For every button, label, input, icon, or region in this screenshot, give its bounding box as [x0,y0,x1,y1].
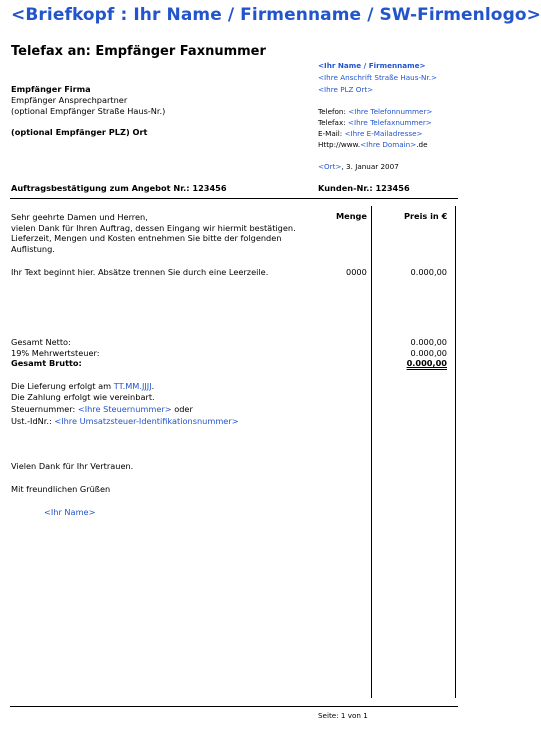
delivery-suffix: . [151,381,155,391]
item-price: 0.000,00 [410,267,447,277]
sender-name: <Ihr Name / Firmenname> [318,61,426,70]
vat-id-value: <Ihre Umsatzsteuer-Identifikationsnummer> [54,416,239,426]
phone-value: <Ihre Telefonnummer> [348,107,433,116]
vat-id-label: Ust.-IdNr.: [11,416,55,426]
intro-line-1: Sehr geehrte Damen und Herren, [11,212,148,222]
recipient-contact: Empfänger Ansprechpartner [11,95,128,105]
signature-name: <Ihr Name> [44,507,96,517]
vat-value: 0.000,00 [410,347,447,358]
delivery-note [11,381,154,391]
delivery-prefix: Die Lieferung erfolgt am [11,381,114,391]
page-number: Seite: 1 von 1 [318,711,368,720]
phone-label: Telefon: [318,107,346,116]
column-divider-qty [371,206,372,698]
place: <Ort> [318,162,342,171]
payment-note: Die Zahlung erfolgt wie vereinbart. [11,392,155,402]
item-text: Ihr Text beginnt hier. Absätze trennen Sie durch eine Leerzeile. [11,267,269,277]
tax-suffix: oder [171,404,193,414]
vat-label: 19% Mehrwertsteuer: [11,347,100,358]
fax-label: Telefax: [318,118,346,127]
web-suffix: .de [416,140,428,149]
recipient-company: Empfänger Firma [11,84,91,94]
gross-label: Gesamt Brutto: [11,358,82,368]
delivery-date: TT.MM.JJJJ [113,381,152,391]
web-prefix: Http://www. [318,140,361,149]
greeting-text: Mit freundlichen Grüßen [11,484,111,494]
customer-number: Kunden-Nr.: 123456 [318,183,410,193]
email-label: E-Mail: [318,129,343,138]
web-domain: <Ihre Domain> [360,140,417,149]
tax-label: Steuernummer: [11,404,78,414]
vat-id-note [11,416,239,426]
tax-note [11,404,193,414]
price-header: Preis in € [404,211,448,221]
item-qty: 0000 [346,267,367,277]
letterhead-title: <Briefkopf : Ihr Name / Firmenname / SW-Firmenlogo> [11,5,541,25]
fax-title: Telefax an: Empfänger Faxnummer [11,44,266,59]
intro-line-3: Lieferzeit, Mengen und Kosten entnehmen Sie bitte der folgenden [11,233,282,243]
net-value: 0.000,00 [410,337,447,347]
tax-value: <Ihre Steuernummer> [77,404,172,414]
qty-header: Menge [336,211,367,221]
date: , 3. Januar 2007 [341,162,399,171]
order-title: Auftragsbestätigung zum Angebot Nr.: 123456 [11,183,227,193]
place-date [318,161,399,173]
sender-street: <Ihre Anschrift Straße Haus-Nr.> [318,73,438,82]
net-label: Gesamt Netto: [11,337,71,347]
footer-divider [10,706,458,707]
recipient-city: (optional Empfänger PLZ) Ort [11,127,148,137]
fax-value: <Ihre Telefaxnummer> [347,118,432,127]
column-divider-right [455,206,456,698]
order-divider [10,198,458,199]
email-value: <Ihre E-Mailadresse> [344,129,423,138]
intro-line-4: Auflistung. [11,243,55,254]
sender-web [318,139,428,151]
intro-line-2: vielen Dank für Ihren Auftrag, dessen Eingang wir hiermit bestätigen. [11,222,296,233]
gross-value: 0.000,00 [406,358,447,368]
recipient-street: (optional Empfänger Straße Haus-Nr.) [11,106,166,116]
thanks-text: Vielen Dank für Ihr Vertrauen. [11,461,134,471]
sender-city: <Ihre PLZ Ort> [318,85,374,94]
